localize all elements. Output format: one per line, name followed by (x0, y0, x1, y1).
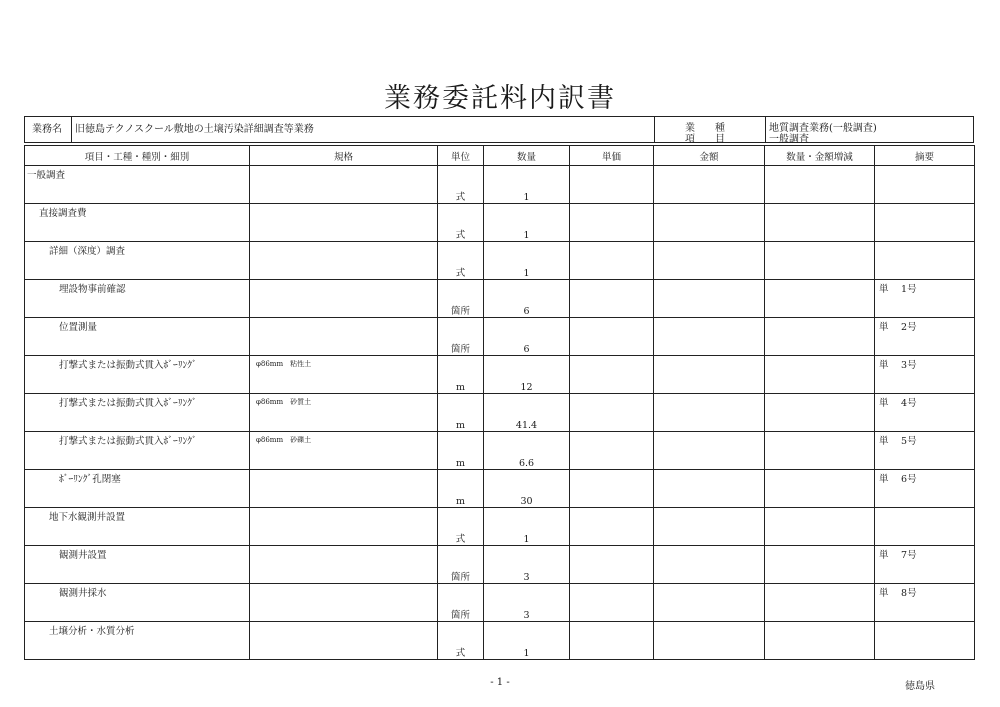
business-name-label: 業務名 (32, 124, 62, 135)
change-cell (765, 242, 875, 280)
spec-cell (250, 546, 438, 584)
unit-cell (438, 622, 484, 660)
amount-cell (654, 318, 765, 356)
spec-cell (250, 508, 438, 546)
remarks-cell (875, 356, 975, 394)
unit-cell (438, 280, 484, 318)
table-row (25, 204, 975, 242)
table-row (25, 622, 975, 660)
table-row (25, 242, 975, 280)
spec-cell (250, 470, 438, 508)
spec-text: φ86mm 砂礫土 (256, 436, 312, 444)
amount-cell (654, 470, 765, 508)
amount-cell (654, 432, 765, 470)
item-name: 埋設物事前確認 (59, 284, 126, 295)
remark-text: 単 5号 (879, 436, 917, 447)
remarks-cell (875, 508, 975, 546)
quantity-cell (484, 584, 570, 622)
unit-price-cell (570, 242, 654, 280)
item-name: ﾎﾞｰﾘﾝｸﾞ孔閉塞 (59, 474, 121, 485)
unit-cell (438, 470, 484, 508)
unit-price-cell (570, 280, 654, 318)
amount-cell (654, 546, 765, 584)
quantity-value: 30 (520, 496, 533, 507)
table-row (25, 394, 975, 432)
col-header-item: 項目・工種・種別・細別 (25, 146, 250, 166)
table-row (25, 470, 975, 508)
unit-cell (438, 356, 484, 394)
table-row (25, 356, 975, 394)
quantity-value: 1 (523, 268, 530, 279)
item-cell (25, 508, 250, 546)
unit-text: 式 (455, 534, 466, 545)
spec-cell (250, 356, 438, 394)
quantity-cell (484, 242, 570, 280)
remark-text: 単 3号 (879, 360, 917, 371)
unit-text: 式 (455, 268, 466, 279)
quantity-cell (484, 394, 570, 432)
unit-price-cell (570, 584, 654, 622)
table-row (25, 546, 975, 584)
spec-cell (250, 318, 438, 356)
amount-cell (654, 622, 765, 660)
remark-text: 単 8号 (879, 588, 917, 599)
unit-cell (438, 584, 484, 622)
change-cell (765, 166, 875, 204)
unit-cell (438, 204, 484, 242)
quantity-value: 6 (523, 344, 530, 355)
item-name: 一般調査 (27, 170, 66, 181)
change-cell (765, 318, 875, 356)
unit-text: 箇所 (450, 306, 470, 317)
unit-text: 式 (455, 648, 466, 659)
remarks-cell (875, 318, 975, 356)
unit-cell (438, 508, 484, 546)
quantity-value: 3 (523, 610, 530, 621)
remarks-cell (875, 470, 975, 508)
quantity-value: 12 (520, 382, 533, 393)
item-name: 打撃式または振動式貫入ﾎﾞｰﾘﾝｸﾞ (59, 436, 197, 447)
col-header-amount: 金額 (654, 146, 765, 166)
change-cell (765, 584, 875, 622)
table-header-row (25, 146, 975, 166)
quantity-cell (484, 546, 570, 584)
col-header-remarks: 摘要 (875, 146, 975, 166)
table-row (25, 166, 975, 204)
unit-price-cell (570, 470, 654, 508)
quantity-cell (484, 356, 570, 394)
spec-cell (250, 432, 438, 470)
unit-price-cell (570, 508, 654, 546)
change-cell (765, 280, 875, 318)
item-name: 詳細（深度）調査 (49, 246, 126, 257)
table-row (25, 508, 975, 546)
unit-cell (438, 546, 484, 584)
unit-text: m (455, 382, 465, 393)
remark-text: 単 2号 (879, 322, 917, 333)
unit-text: m (455, 420, 465, 431)
amount-cell (654, 204, 765, 242)
remarks-cell (875, 242, 975, 280)
change-cell (765, 356, 875, 394)
item-name: 観測井採水 (59, 588, 107, 599)
quantity-value: 1 (523, 534, 530, 545)
amount-cell (654, 356, 765, 394)
quantity-cell (484, 166, 570, 204)
spec-cell (250, 622, 438, 660)
quantity-cell (484, 280, 570, 318)
unit-cell (438, 394, 484, 432)
spec-text: φ86mm 粘性土 (256, 360, 312, 368)
remarks-cell (875, 394, 975, 432)
amount-cell (654, 280, 765, 318)
quantity-value: 1 (523, 648, 530, 659)
remarks-cell (875, 546, 975, 584)
remark-text: 単 7号 (879, 550, 917, 561)
col-header-change: 数量・金額増減 (765, 146, 875, 166)
type-label: 業 種 (685, 123, 725, 134)
change-cell (765, 204, 875, 242)
unit-cell (438, 242, 484, 280)
quantity-value: 6.6 (518, 458, 535, 469)
quantity-value: 6 (523, 306, 530, 317)
remarks-cell (875, 204, 975, 242)
item-name: 地下水観測井設置 (49, 512, 126, 523)
breakdown-table (24, 145, 975, 660)
remark-text: 単 1号 (879, 284, 917, 295)
item-cell (25, 356, 250, 394)
unit-price-cell (570, 204, 654, 242)
item-cell (25, 280, 250, 318)
unit-text: 箇所 (450, 344, 470, 355)
quantity-cell (484, 204, 570, 242)
unit-price-cell (570, 432, 654, 470)
unit-cell (438, 166, 484, 204)
item-cell (25, 204, 250, 242)
table-row (25, 280, 975, 318)
item-cell (25, 470, 250, 508)
quantity-cell (484, 622, 570, 660)
unit-price-cell (570, 356, 654, 394)
amount-cell (654, 584, 765, 622)
organization-name: 徳島県 (905, 681, 935, 692)
quantity-value: 1 (523, 230, 530, 241)
quantity-cell (484, 470, 570, 508)
remarks-cell (875, 432, 975, 470)
unit-text: m (455, 496, 465, 507)
unit-text: 式 (455, 192, 466, 203)
unit-cell (438, 432, 484, 470)
spec-cell (250, 394, 438, 432)
unit-price-cell (570, 394, 654, 432)
spec-cell (250, 242, 438, 280)
remarks-cell (875, 584, 975, 622)
quantity-value: 1 (523, 192, 530, 203)
change-cell (765, 470, 875, 508)
table-row (25, 318, 975, 356)
table-row (25, 432, 975, 470)
quantity-value: 41.4 (515, 420, 538, 431)
page-title: 業務委託料内訳書 (384, 83, 616, 114)
unit-price-cell (570, 622, 654, 660)
item-cell (25, 166, 250, 204)
unit-text: 箇所 (450, 610, 470, 621)
item-name: 土壌分析・水質分析 (49, 626, 135, 637)
unit-price-cell (570, 166, 654, 204)
quantity-value: 3 (523, 572, 530, 583)
col-header-unit-price: 単価 (570, 146, 654, 166)
unit-cell (438, 318, 484, 356)
item-cell (25, 318, 250, 356)
spec-cell (250, 204, 438, 242)
change-cell (765, 546, 875, 584)
amount-cell (654, 394, 765, 432)
col-header-quantity: 数量 (484, 146, 570, 166)
item-cell (25, 432, 250, 470)
quantity-cell (484, 508, 570, 546)
unit-text: 式 (455, 230, 466, 241)
remarks-cell (875, 166, 975, 204)
spec-cell (250, 584, 438, 622)
table-row (25, 584, 975, 622)
change-cell (765, 508, 875, 546)
spec-cell (250, 166, 438, 204)
page-number: - 1 - (490, 677, 510, 688)
remarks-cell (875, 622, 975, 660)
col-header-spec: 規格 (250, 146, 438, 166)
change-cell (765, 622, 875, 660)
item-name: 直接調査費 (39, 208, 87, 219)
item-label: 項 目 (685, 134, 725, 145)
item-cell (25, 546, 250, 584)
item-name: 観測井設置 (59, 550, 107, 561)
remark-text: 単 6号 (879, 474, 917, 485)
spec-text: φ86mm 砂質土 (256, 398, 312, 406)
remark-text: 単 4号 (879, 398, 917, 409)
item-cell (25, 242, 250, 280)
amount-cell (654, 508, 765, 546)
change-cell (765, 394, 875, 432)
remarks-cell (875, 280, 975, 318)
type-value: 地質調査業務(一般調査) (769, 123, 877, 134)
unit-text: 箇所 (450, 572, 470, 583)
item-cell (25, 394, 250, 432)
item-value: 一般調査 (769, 134, 809, 145)
header-box (24, 116, 974, 143)
quantity-cell (484, 318, 570, 356)
amount-cell (654, 242, 765, 280)
unit-price-cell (570, 318, 654, 356)
item-cell (25, 622, 250, 660)
col-header-unit: 単位 (438, 146, 484, 166)
change-cell (765, 432, 875, 470)
item-name: 打撃式または振動式貫入ﾎﾞｰﾘﾝｸﾞ (59, 398, 197, 409)
quantity-cell (484, 432, 570, 470)
unit-price-cell (570, 546, 654, 584)
amount-cell (654, 166, 765, 204)
business-name-value: 旧徳島テクノスクール敷地の土壌汚染詳細調査等業務 (75, 124, 314, 135)
item-name: 打撃式または振動式貫入ﾎﾞｰﾘﾝｸﾞ (59, 360, 197, 371)
item-name: 位置測量 (59, 322, 98, 333)
spec-cell (250, 280, 438, 318)
unit-text: m (455, 458, 465, 469)
item-cell (25, 584, 250, 622)
